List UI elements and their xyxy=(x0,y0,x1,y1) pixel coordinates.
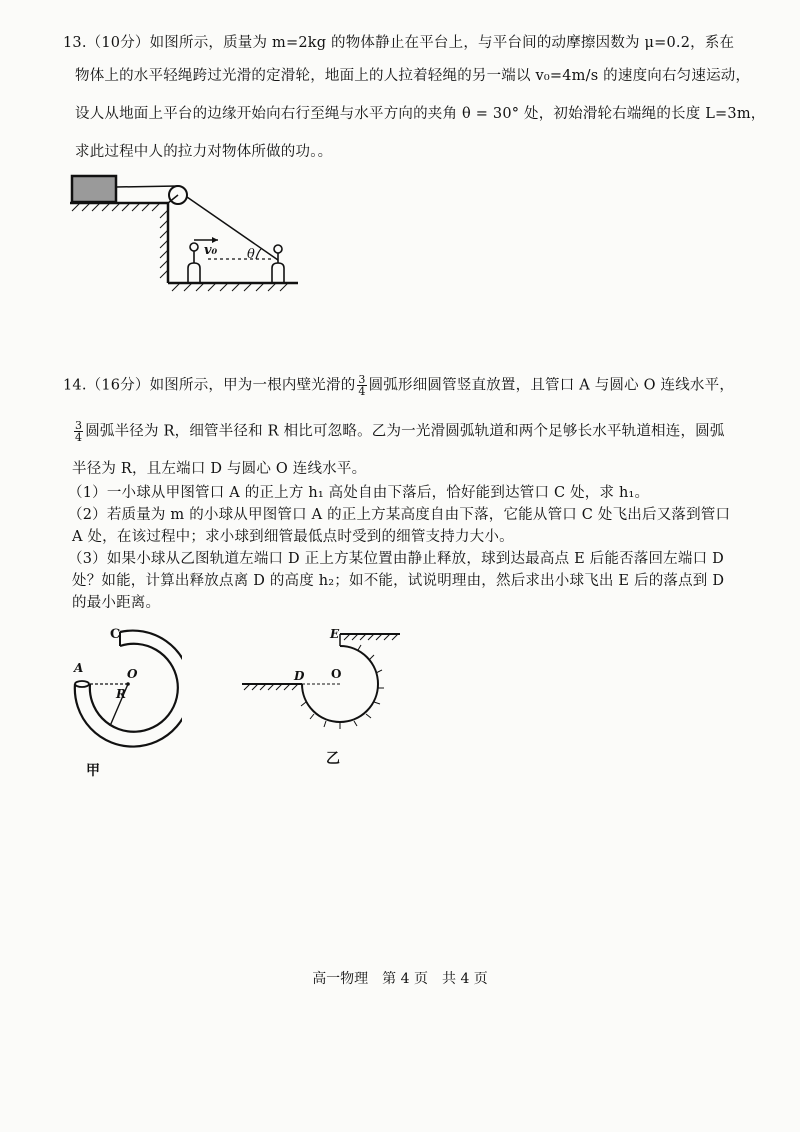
label-O: O xyxy=(127,667,138,681)
figure-jia-tube xyxy=(72,622,182,752)
q14-part-3c: 的最小距离。 xyxy=(72,595,161,611)
caption-jia: 甲 xyxy=(86,763,100,779)
label-E: E xyxy=(330,627,340,641)
q14-line-3: 半径为 R，且左端口 D 与圆心 O 连线水平。 xyxy=(72,461,367,477)
person-start xyxy=(188,243,200,283)
block xyxy=(72,176,116,202)
fraction-3-4 xyxy=(357,374,366,397)
frac-numerator: 3 xyxy=(358,373,366,386)
label-R: R xyxy=(116,687,126,701)
fraction-3-4-b xyxy=(74,420,83,443)
label-O: O xyxy=(331,667,342,681)
label-C: C xyxy=(110,627,121,642)
q13-line-3: 设人从地面上平台的边缘开始向右行至绳与水平方向的夹角 θ = 30° 处，初始滑轮右端绳的长度 L=3m， xyxy=(75,106,766,122)
v0-label: v₀ xyxy=(204,243,218,258)
q13-line-4: 求此过程中人的拉力对物体所做的功。。 xyxy=(75,144,333,160)
person-end xyxy=(272,245,284,283)
label-D: D xyxy=(294,669,305,683)
q14-line-1a: 14.（16分）如图所示，甲为一根内壁光滑的 xyxy=(63,377,356,394)
q14-line-1 xyxy=(63,374,734,397)
q13-line-1: 13.（10分）如图所示，质量为 m=2kg 的物体静止在平台上，与平台间的动摩擦因数为 μ=0.2，系在 xyxy=(63,35,735,51)
caption-yi: 乙 xyxy=(326,751,340,767)
label-A: A xyxy=(74,661,84,675)
q13-pulley-figure xyxy=(68,170,318,300)
q14-line-2b: 圆弧半径为 R，细管半径和 R 相比可忽略。乙为一光滑圆弧轨道和两个足够长水平轨道相连，圆弧 xyxy=(85,423,725,440)
frac-numerator: 3 xyxy=(75,419,83,432)
frac-denominator: 4 xyxy=(358,385,366,398)
q14-part-2b: A 处，在该过程中；求小球到细管最低点时受到的细管支持力大小。 xyxy=(72,529,514,545)
q14-part-3a: （3）如果小球从乙图轨道左端口 D 正上方某位置由静止释放，球到达最高点 E 后能否落回左端口 D xyxy=(68,551,724,567)
theta-label: θ xyxy=(247,247,255,262)
q14-part-3b: 处？如能，计算出释放点离 D 的高度 h₂；如不能，试说明理由，然后求出小球飞出 E 后的落点到 D xyxy=(72,573,725,589)
q14-line-1b: 圆弧形细圆管竖直放置，且管口 A 与圆心 O 连线水平， xyxy=(368,377,735,394)
q13-line-2: 物体上的水平轻绳跨过光滑的定滑轮，地面上的人拉着轻绳的另一端以 v₀=4m/s 的速度向右匀速运动， xyxy=(75,68,751,84)
q14-part-1: （1）一小球从甲图管口 A 的正上方 h₁ 高处自由下落后，恰好能到达管口 C 处，求 h₁。 xyxy=(68,485,650,501)
figure-yi-track xyxy=(240,622,410,732)
page-footer: 高一物理 第 4 页 共 4 页 xyxy=(312,971,488,987)
q14-line-2 xyxy=(72,420,725,443)
q14-part-2a: （2）若质量为 m 的小球从甲图管口 A 的正上方某高度自由下落，它能从管口 C 处飞出后又落到管口 xyxy=(68,507,731,523)
frac-denominator: 4 xyxy=(75,431,83,444)
